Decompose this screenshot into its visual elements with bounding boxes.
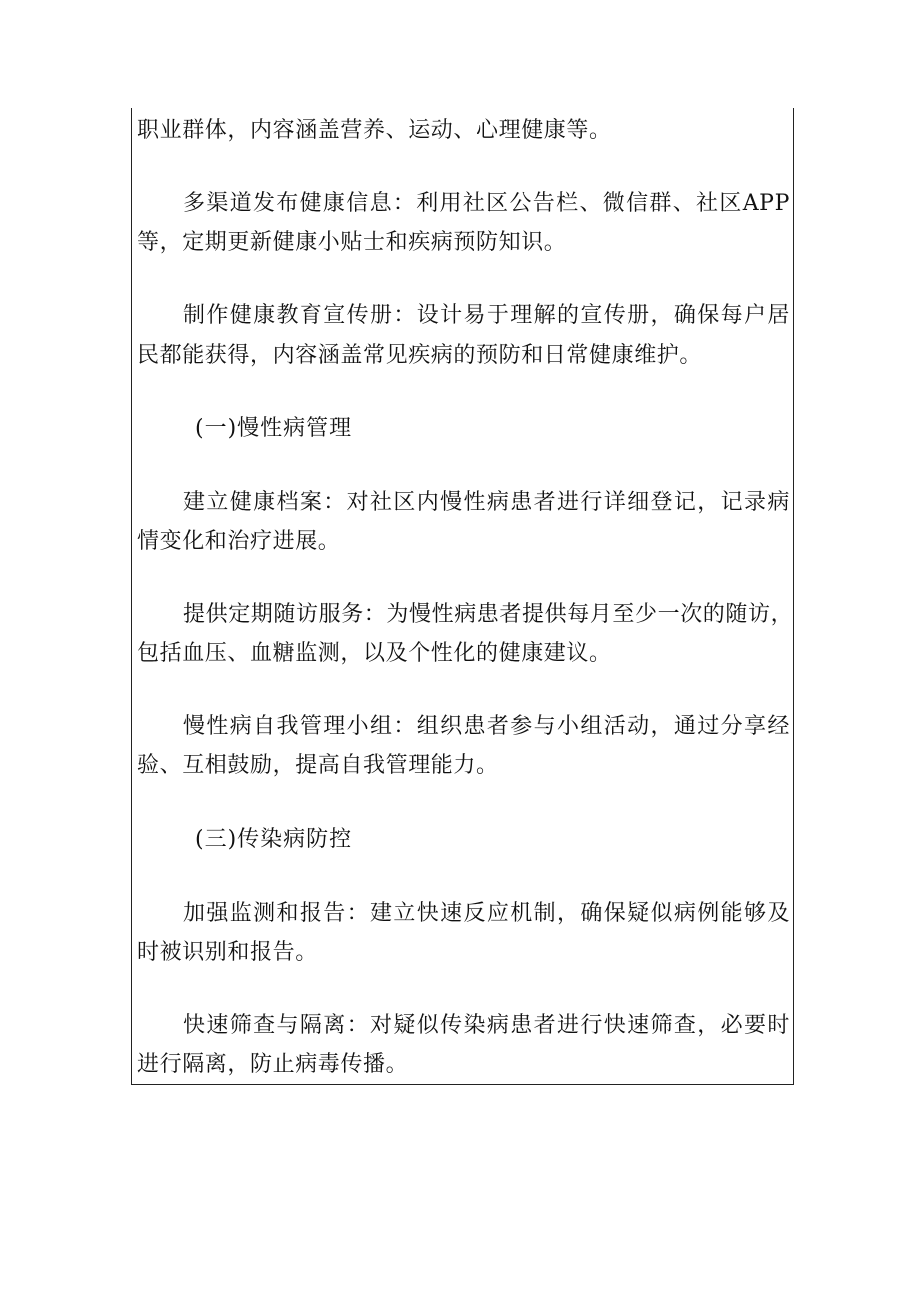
paragraph-screening-line2: 进行隔离，防止病毒传播。 <box>137 1052 409 1077</box>
section-heading-infectious-disease: (三)传染病防控 <box>195 827 353 852</box>
paragraph-multichannel-info-line1: 多渠道发布健康信息：利用社区公告栏、微信群、社区APP <box>183 191 790 216</box>
paragraph-multichannel-info-line2: 等，定期更新健康小贴士和疾病预防知识。 <box>137 230 567 255</box>
paragraph-monitoring-line2: 时被识别和报告。 <box>137 940 318 965</box>
paragraph-brochure-line2: 民都能获得，内容涵盖常见疾病的预防和日常健康维护。 <box>137 343 703 368</box>
paragraph-monitoring-line1: 加强监测和报告：建立快速反应机制，确保疑似病例能够及 <box>183 901 790 926</box>
paragraph-followup-line2: 包括血压、血糖监测，以及个性化的健康建议。 <box>137 641 612 666</box>
section-heading-chronic-disease: (一)慢性病管理 <box>195 416 353 441</box>
paragraph-self-management-line2: 验、互相鼓励，提高自我管理能力。 <box>137 753 499 778</box>
paragraph-self-management-line1: 慢性病自我管理小组：组织患者参与小组活动，通过分享经 <box>183 714 790 739</box>
paragraph-brochure-line1: 制作健康教育宣传册：设计易于理解的宣传册，确保每户居 <box>183 303 790 328</box>
paragraph-followup-line1: 提供定期随访服务：为慢性病患者提供每月至少一次的随访， <box>183 602 794 627</box>
paragraph-health-records-line2: 情变化和治疗进展。 <box>137 529 341 554</box>
paragraph-screening-line1: 快速筛查与隔离：对疑似传染病患者进行快速筛查，必要时 <box>183 1013 790 1038</box>
paragraph-health-records-line1: 建立健康档案：对社区内慢性病患者进行详细登记，记录病 <box>183 490 790 515</box>
paragraph-health-education-target: 职业群体，内容涵盖营养、运动、心理健康等。 <box>137 118 612 143</box>
